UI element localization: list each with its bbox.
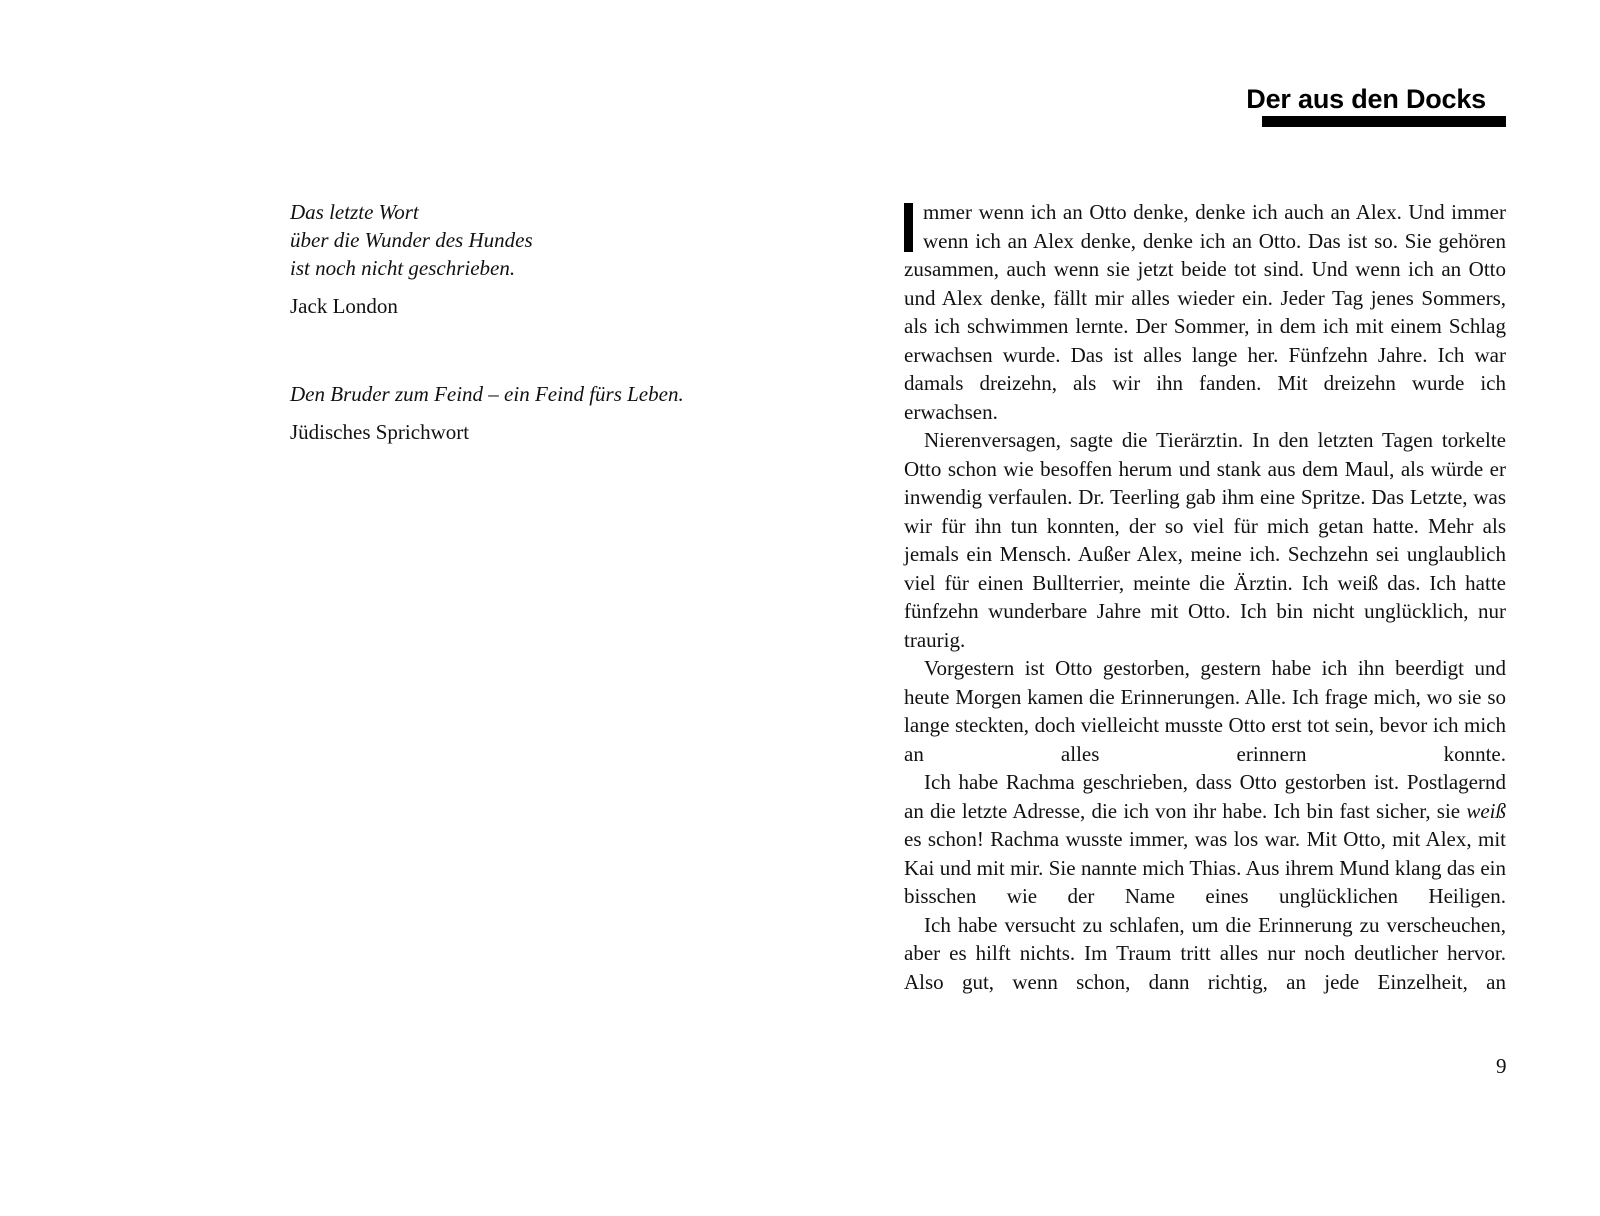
epigraph-line: Das letzte Wort (290, 200, 419, 224)
drop-cap-initial (904, 203, 913, 252)
paragraph-text: mmer wenn ich an Otto denke, denke ich auch an Alex. Und immer wenn ich an Alex denke, denke ich an Otto. Das ist so. Sie gehören zusammen, auch wenn sie jetzt beide tot sind. Und wenn ich an Otto und Alex denke, fällt mir alles wieder ein. Jeder Tag jenes Sommers, als ich schwimmen lernte. Der Sommer, in dem ich mit einem Schlag erwachsen wurde. Das ist alles lange her. Fünfzehn Jahre. Ich war damals dreizehn, als wir ihn fanden. Mit dreizehn wurde ich erwachsen. (904, 200, 1506, 424)
paragraph-text: es schon! Rachma wusste immer, was los war. Mit Otto, mit Alex, mit Kai und mit mir. Sie nannte mich Thias. Aus ihrem Mund klang das ein bisschen wie der Name eines unglücklichen Heiligen. (904, 827, 1506, 908)
paragraph (904, 768, 1506, 911)
emphasis-text: weiß (1466, 798, 1506, 823)
epigraph-jack-london (290, 198, 750, 320)
drop-cap-letter (904, 203, 905, 204)
chapter-title-rule (1262, 116, 1506, 127)
paragraph-text: Ich habe Rachma geschrieben, dass Otto gestorben ist. Postlagernd an die letzte Adresse, die ich von ihr habe. Ich bin fast sicher, sie (904, 770, 1506, 823)
chapter-body (904, 198, 1506, 996)
epigraph-source: Jack London (290, 294, 398, 318)
paragraph: Vorgestern ist Otto gestorben, gestern habe ich ihn beerdigt und heute Morgen kamen die Erinnerungen. Alle. Ich frage mich, wo sie so lange steckten, doch vielleicht musste Otto erst tot sein, bevor ich mich an alles erinnern konnte. (904, 656, 1506, 766)
epigraph-line: Den Bruder zum Feind – ein Feind fürs Leben. (290, 382, 684, 406)
paragraph (904, 198, 1506, 426)
page-number: 9 (1496, 1054, 1507, 1078)
paragraph: Nierenversagen, sagte die Tierärztin. In den letzten Tagen torkelte Otto schon wie besoffen herum und stank aus dem Maul, als würde er inwendig verfaulen. Dr. Teerling gab ihm eine Spritze. Das Letzte, was wir für ihn tun konnten, der so viel für mich getan hatte. Mehr als jemals ein Mensch. Außer Alex, meine ich. Sechzehn sei unglaublich viel für einen Bullterrier, meinte die Ärztin. Ich weiß das. Ich hatte fünfzehn wunderbare Jahre mit Otto. Ich bin nicht unglücklich, nur traurig. (904, 428, 1506, 652)
chapter-title: Der aus den Docks (1246, 84, 1486, 114)
epigraph-source: Jüdisches Sprichwort (290, 420, 470, 444)
paragraph: Ich habe versucht zu schlafen, um die Erinnerung zu verscheuchen, aber es hilft nichts. Im Traum tritt alles nur noch deutlicher hervor. Also gut, wenn schon, dann richtig, an jede Einzelheit, an (904, 912, 1506, 994)
epigraph-line: über die Wunder des Hundes (290, 228, 533, 252)
epigraph-line: ist noch nicht geschrieben. (290, 256, 516, 280)
epigraph-proverb (290, 380, 750, 446)
